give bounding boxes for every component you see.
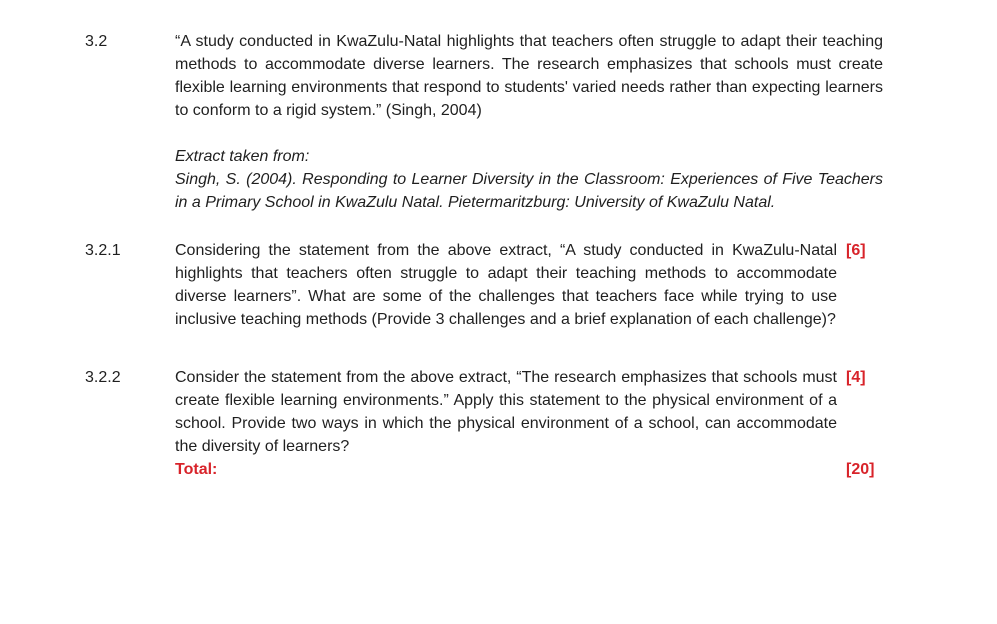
extract-label: Extract taken from: <box>175 148 310 165</box>
question-block-3-2-1 <box>85 239 997 331</box>
question-number-3-2-1: 3.2.1 <box>85 242 121 259</box>
total-marks-badge: [20] <box>846 461 875 478</box>
total-label: Total: <box>175 461 218 478</box>
marks-badge-3-2-1: [6] <box>846 242 866 259</box>
total-row <box>85 458 997 481</box>
extract-block <box>175 145 883 214</box>
question-text-3-2-1: Considering the statement from the above extract, “A study conducted in KwaZulu-Natal highlights that teachers often struggle to adapt their teaching methods to accommodate diverse learners”. What are some of the challenges that teachers face while trying to use inclusive teaching methods (Provide 3 challenges and a brief explanation of each challenge)? <box>175 242 837 328</box>
question-number-3-2-2: 3.2.2 <box>85 369 121 386</box>
marks-badge-3-2-2: [4] <box>846 369 866 386</box>
question-text-3-2-2: Consider the statement from the above extract, “The research emphasizes that schools must create flexible learning environments.” Apply this statement to the physical environment of a school. Provide two ways in which the physical environment of a school, can accommodate the diversity of learners? <box>175 369 837 455</box>
quote-paragraph-3-2: “A study conducted in KwaZulu-Natal highlights that teachers often struggle to adapt their teaching methods to accommodate diverse learners. The research emphasizes that schools must create flexible learning environments that respond to students' varied needs rather than expecting learners to conform to a rigid system.” (Singh, 2004) <box>175 33 883 119</box>
question-number-3-2: 3.2 <box>85 33 108 50</box>
question-block-3-2 <box>85 30 997 122</box>
question-block-3-2-2 <box>85 366 997 458</box>
extract-citation: Singh, S. (2004). Responding to Learner Diversity in the Classroom: Experiences of Five Teachers in a Primary School in KwaZulu Natal. Pietermaritzburg: University of KwaZulu Natal. <box>175 171 883 211</box>
